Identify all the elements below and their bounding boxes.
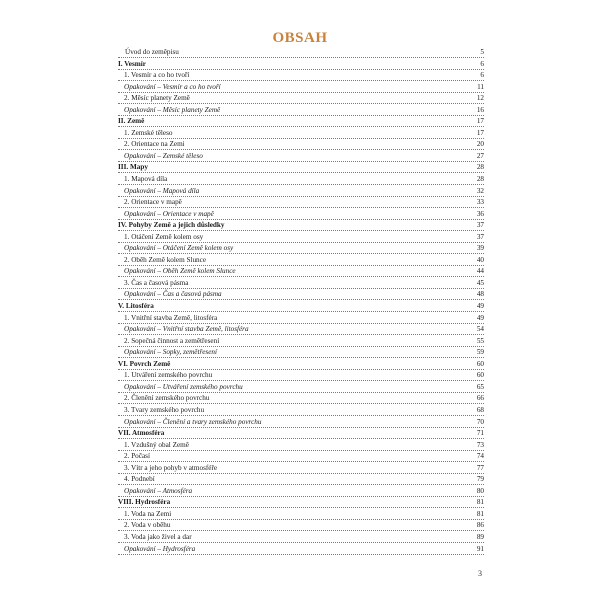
toc-entry-label: 4. Podnebí [124,475,155,484]
toc-entry-label: Opakování – Hydrosféra [124,544,196,553]
toc-entry-page: 65 [476,382,484,391]
toc-entry-sub [118,393,484,405]
toc-entry-rev [118,381,484,393]
toc-entry-intro [118,44,484,58]
toc-entry-label: 3. Voda jako živel a dar [124,532,192,541]
toc-entry-label: 2. Členění zemského povrchu [124,394,210,403]
toc-entry-page: 86 [476,521,484,530]
toc-entry-page: 49 [476,313,484,322]
toc-entry-label: II. Země [118,117,145,126]
toc-entry-sub [118,439,484,451]
toc-entry-label: 3. Tvary zemského povrchu [124,405,205,414]
toc-entry-page: 20 [476,140,484,149]
toc-entry-chapter [118,497,484,509]
toc-entry-label: Opakování – Měsíc planety Země [124,105,221,114]
toc-entry-label: 1. Utváření zemského povrchu [124,371,213,380]
toc-entry-page: 39 [476,244,484,253]
toc-entry-page: 17 [476,128,484,137]
toc-entry-label: 1. Zemské těleso [124,128,173,137]
toc-entry-rev [118,324,484,336]
toc-entry-page: 44 [476,267,484,276]
toc-entry-label: 1. Vesmír a co ho tvoří [124,71,190,80]
toc-entry-label: Opakování – Sopky, zemětřesení [124,348,218,357]
toc-entry-label: 2. Měsíc planety Země [124,94,190,103]
toc-entry-sub [118,231,484,243]
toc-entry-label: Opakování – Oběh Země kolem Slunce [124,267,236,276]
toc-entry-page: 55 [476,336,484,345]
toc-entry-label: Opakování – Otáčení Země kolem osy [124,244,234,253]
toc-entry-sub [118,277,484,289]
toc-entry-sub [118,520,484,532]
toc-entry-label: 1. Voda na Zemi [124,509,172,518]
toc-entry-chapter [118,428,484,440]
toc-entry-rev [118,150,484,162]
toc-entry-page: 74 [476,452,484,461]
toc-entry-page: 45 [476,278,484,287]
toc-entry-label: I. Vesmír [118,59,146,68]
toc-entry-rev [118,416,484,428]
toc-entry-rev [118,289,484,301]
toc-entry-page: 6 [480,71,484,80]
page-title: OBSAH [272,30,328,46]
toc-entry-page: 17 [476,117,484,126]
toc-entry-label: V. Litosféra [118,302,154,311]
toc-entry-sub [118,127,484,139]
toc-entry-sub [118,404,484,416]
toc-entry-sub [118,474,484,486]
toc-entry-label: IV. Pohyby Země a jejich důsledky [118,221,225,230]
toc-entry-page: 33 [476,198,484,207]
toc-entry-label: VII. Atmosféra [118,429,165,438]
toc-entry-page: 59 [476,348,484,357]
toc-entry-sub [118,370,484,382]
toc-entry-sub [118,139,484,151]
toc-entry-label: Opakování – Utváření zemského povrchu [124,382,243,391]
toc-entry-page: 40 [476,255,484,264]
toc-entry-rev [118,81,484,93]
toc-entry-page: 81 [476,498,484,507]
toc-entry-page: 89 [476,532,484,541]
toc-entry-label: 1. Mapová díla [124,175,168,184]
toc-entry-sub [118,335,484,347]
toc-entry-sub [118,70,484,82]
toc-entry-label: 2. Orientace v mapě [124,198,182,207]
toc-entry-page: 16 [476,105,484,114]
toc-entry-page: 37 [476,232,484,241]
toc-entry-page: 68 [476,405,484,414]
toc-entry-page: 6 [480,59,484,68]
toc-entry-page: 28 [476,163,484,172]
toc-entry-page: 28 [476,175,484,184]
toc-entry-label: Opakování – Členění a tvary zemského povrchu [124,417,262,426]
toc-entry-label: 2. Počasí [124,452,150,461]
toc-entry-chapter [118,220,484,232]
toc-entry-page: 60 [476,371,484,380]
toc-entry-page: 80 [476,486,484,495]
toc-entry-chapter [118,162,484,174]
toc-entry-rev [118,485,484,497]
toc-entry-label: 2. Orientace na Zemi [124,140,185,149]
toc-entry-sub [118,462,484,474]
toc-entry-label: III. Mapy [118,163,148,172]
toc-entry-label: 2. Oběh Země kolem Slunce [124,255,207,264]
toc-entry-sub [118,173,484,185]
toc-entry-page: 36 [476,209,484,218]
toc-entry-chapter [118,116,484,128]
toc-entry-label: Opakování – Čas a časová pásma [124,290,222,299]
toc-entry-sub [118,312,484,324]
toc-entry-chapter [118,58,484,70]
toc-entry-label: Opakování – Vnitřní stavba Země, litosféra [124,325,249,334]
toc-entry-label: Opakování – Zemské těleso [124,151,203,160]
toc-entry-page: 54 [476,325,484,334]
toc-entry-page: 91 [476,544,484,553]
toc-entry-chapter [118,300,484,312]
toc-entry-rev [118,543,484,555]
toc-entry-page: 73 [476,440,484,449]
toc-entry-label: Úvod do zeměpisu [125,48,179,56]
toc-entry-page: 32 [476,186,484,195]
toc-entry-rev [118,266,484,278]
toc-entry-label: Opakování – Vesmír a co ho tvoří [124,82,221,91]
toc-entry-label: Opakování – Atmosféra [124,486,193,495]
toc-entry-label: 1. Vzdušný obal Země [124,440,189,449]
toc-entry-sub [118,254,484,266]
toc-entry-sub [118,93,484,105]
toc-entry-page: 11 [477,82,484,91]
toc-entry-page: 60 [476,359,484,368]
toc-entry-page: 79 [476,475,484,484]
toc-entry-sub [118,451,484,463]
toc-entry-rev [118,104,484,116]
toc-entry-page: 48 [476,290,484,299]
table-of-contents [118,44,484,555]
toc-entry-chapter [118,358,484,370]
toc-entry-rev [118,347,484,359]
toc-entry-page: 81 [476,509,484,518]
toc-entry-page: 12 [476,94,484,103]
toc-entry-label: 1. Vnitřní stavba Země, litosféra [124,313,218,322]
toc-entry-label: VIII. Hydrosféra [118,498,171,507]
toc-entry-page: 5 [480,48,484,56]
toc-entry-sub [118,508,484,520]
toc-entry-label: 1. Otáčení Země kolem osy [124,232,204,241]
toc-entry-page: 37 [476,221,484,230]
toc-entry-page: 71 [476,429,484,438]
toc-entry-label: Opakování – Mapová díla [124,186,200,195]
toc-entry-label: 3. Vítr a jeho pohyb v atmosféře [124,463,218,472]
toc-entry-page: 77 [476,463,484,472]
toc-entry-page: 27 [476,151,484,160]
toc-entry-label: VI. Povrch Země [118,359,171,368]
toc-entry-page: 66 [476,394,484,403]
toc-entry-rev [118,243,484,255]
toc-entry-label: 2. Sopečná činnost a zemětřesení [124,336,220,345]
toc-entry-rev [118,208,484,220]
page-number: 3 [478,569,482,578]
toc-entry-label: 3. Čas a časová pásma [124,278,189,287]
toc-entry-label: Opakování – Orientace v mapě [124,209,214,218]
toc-entry-label: 2. Voda v oběhu [124,521,171,530]
toc-entry-sub [118,197,484,209]
toc-entry-page: 49 [476,302,484,311]
toc-entry-page: 70 [476,417,484,426]
toc-entry-sub [118,531,484,543]
toc-entry-rev [118,185,484,197]
